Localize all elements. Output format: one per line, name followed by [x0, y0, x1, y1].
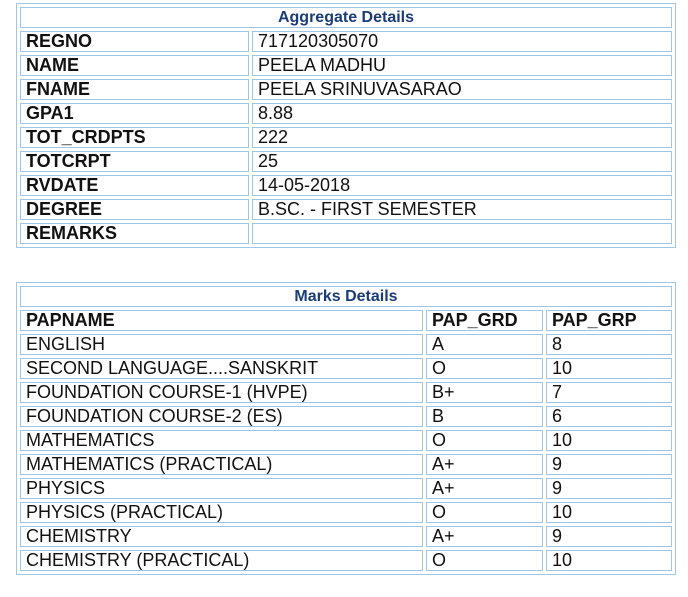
marks-details-title: Marks Details: [20, 286, 672, 307]
aggregate-row: [20, 55, 672, 76]
paper-grade-points: 8: [546, 334, 672, 355]
paper-grade: O: [426, 430, 543, 451]
paper-grade-points: 10: [546, 502, 672, 523]
field-label: FNAME: [20, 79, 249, 100]
marks-row: [20, 430, 672, 451]
paper-grade-points: 9: [546, 526, 672, 547]
field-label: NAME: [20, 55, 249, 76]
field-value: [252, 223, 672, 244]
aggregate-row: [20, 31, 672, 52]
paper-grade: O: [426, 550, 543, 571]
paper-grade-points: 10: [546, 430, 672, 451]
field-value: 8.88: [252, 103, 672, 124]
marks-row: [20, 502, 672, 523]
paper-grade: A: [426, 334, 543, 355]
marks-row: [20, 382, 672, 403]
aggregate-row: [20, 127, 672, 148]
marks-row: [20, 454, 672, 475]
paper-grade: O: [426, 502, 543, 523]
paper-name: ENGLISH: [20, 334, 423, 355]
field-value: 14-05-2018: [252, 175, 672, 196]
paper-name: CHEMISTRY (PRACTICAL): [20, 550, 423, 571]
paper-grade: B: [426, 406, 543, 427]
paper-grade-points: 9: [546, 478, 672, 499]
field-label: TOT_CRDPTS: [20, 127, 249, 148]
paper-grade-points: 7: [546, 382, 672, 403]
paper-name: PHYSICS (PRACTICAL): [20, 502, 423, 523]
field-label: DEGREE: [20, 199, 249, 220]
aggregate-row: [20, 175, 672, 196]
paper-grade-points: 9: [546, 454, 672, 475]
paper-name: PHYSICS: [20, 478, 423, 499]
aggregate-row: [20, 223, 672, 244]
marks-row: [20, 478, 672, 499]
paper-name: MATHEMATICS: [20, 430, 423, 451]
paper-grade: B+: [426, 382, 543, 403]
marks-row: [20, 526, 672, 547]
column-header-pap-grd: PAP_GRD: [426, 310, 543, 331]
paper-grade-points: 10: [546, 358, 672, 379]
marks-details-table: [16, 282, 676, 575]
paper-name: MATHEMATICS (PRACTICAL): [20, 454, 423, 475]
field-value: PEELA SRINUVASARAO: [252, 79, 672, 100]
field-value: PEELA MADHU: [252, 55, 672, 76]
paper-grade-points: 10: [546, 550, 672, 571]
field-value: 717120305070: [252, 31, 672, 52]
aggregate-row: [20, 79, 672, 100]
field-value: B.SC. - FIRST SEMESTER: [252, 199, 672, 220]
aggregate-row: [20, 151, 672, 172]
aggregate-details-table: [16, 3, 676, 248]
field-label: GPA1: [20, 103, 249, 124]
field-value: 25: [252, 151, 672, 172]
field-label: REGNO: [20, 31, 249, 52]
field-label: TOTCRPT: [20, 151, 249, 172]
marks-header-row: [20, 310, 672, 331]
field-label: RVDATE: [20, 175, 249, 196]
paper-grade-points: 6: [546, 406, 672, 427]
marks-row: [20, 406, 672, 427]
marks-row: [20, 334, 672, 355]
paper-grade: A+: [426, 526, 543, 547]
paper-grade: O: [426, 358, 543, 379]
field-label: REMARKS: [20, 223, 249, 244]
marks-row: [20, 550, 672, 571]
paper-name: FOUNDATION COURSE-2 (ES): [20, 406, 423, 427]
field-value: 222: [252, 127, 672, 148]
aggregate-row: [20, 103, 672, 124]
paper-grade: A+: [426, 454, 543, 475]
paper-name: SECOND LANGUAGE....SANSKRIT: [20, 358, 423, 379]
paper-name: CHEMISTRY: [20, 526, 423, 547]
column-header-pap-grp: PAP_GRP: [546, 310, 672, 331]
paper-name: FOUNDATION COURSE-1 (HVPE): [20, 382, 423, 403]
marks-row: [20, 358, 672, 379]
column-header-papname: PAPNAME: [20, 310, 423, 331]
aggregate-details-title: Aggregate Details: [20, 7, 672, 28]
paper-grade: A+: [426, 478, 543, 499]
aggregate-row: [20, 199, 672, 220]
